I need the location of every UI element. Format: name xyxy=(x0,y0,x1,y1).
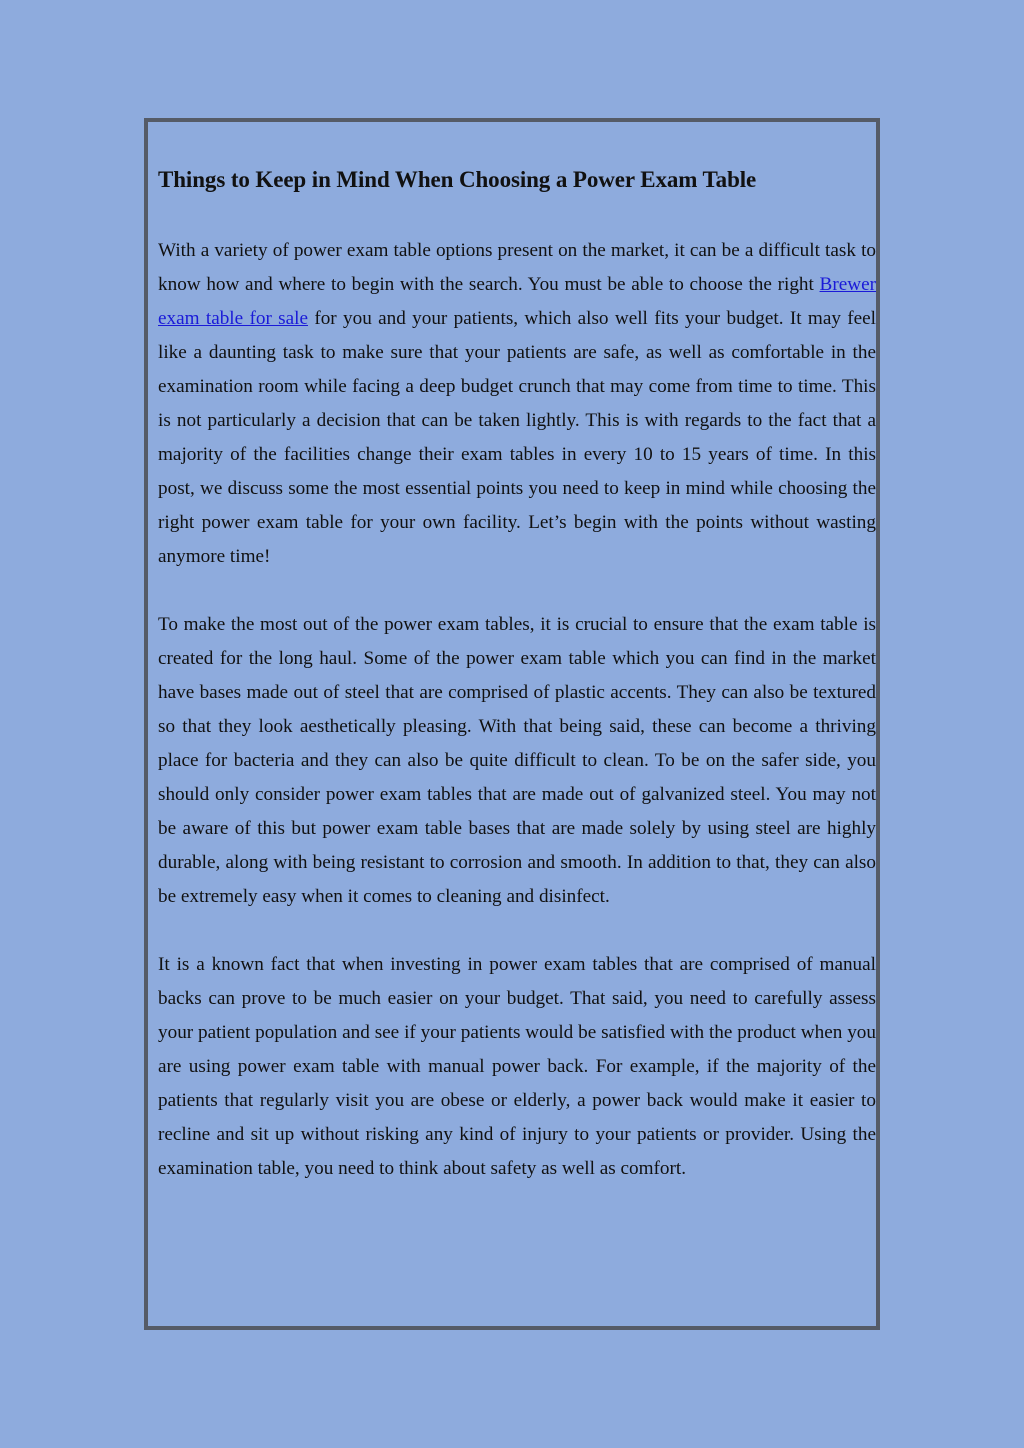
paragraph-intro-before-link: With a variety of power exam table options present on the market, it can be a difficult task to know how and where to begin with the search. You must be able to choose the right xyxy=(158,240,876,295)
paragraph-durability: To make the most out of the power exam tables, it is crucial to ensure that the exam table is created for the long haul. Some of the power exam table which you can find in the market have bases made out of steel that are comprised of plastic accents. They can also be textured so that they look aesthetically pleasing. With that being said, these can become a thriving place for bacteria and they can also be quite difficult to clean. To be on the safer side, you should only consider power exam tables that are made out of galvanized steel. You may not be aware of this but power exam table bases that are made solely by using steel are highly durable, along with being resistant to corrosion and smooth. In addition to that, they can also be extremely easy when it comes to cleaning and disinfect. xyxy=(158,614,876,907)
brewer-exam-table-link[interactable]: Brewer exam table for sale xyxy=(158,274,876,329)
paragraph-intro-after-link: for you and your patients, which also well fits your budget. It may feel like a daunting task to make sure that your patients are safe, as well as comfortable in the examination room while facing a deep budget crunch that may come from time to time. This is not particularly a decision that can be taken lightly. This is with regards to the fact that a majority of the facilities change their exam tables in every 10 to 15 years of time. In this post, we discuss some the most essential points you need to keep in mind while choosing the right power exam table for your own facility. Let’s begin with the points without wasting anymore time! xyxy=(158,308,876,567)
paragraph-manual-backs: It is a known fact that when investing in power exam tables that are comprised of manual backs can prove to be much easier on your budget. That said, you need to carefully assess your patient population and see if your patients would be satisfied with the product when you are using power exam table with manual power back. For example, if the majority of the patients that regularly visit you are obese or elderly, a power back would make it easier to recline and sit up without risking any kind of injury to your patients or provider. Using the examination table, you need to think about safety as well as comfort. xyxy=(158,954,876,1179)
document-frame xyxy=(144,118,880,1330)
document-content xyxy=(158,164,876,1186)
paragraph-intro xyxy=(158,234,876,574)
document-title: Things to Keep in Mind When Choosing a Power Exam Table xyxy=(158,167,757,192)
